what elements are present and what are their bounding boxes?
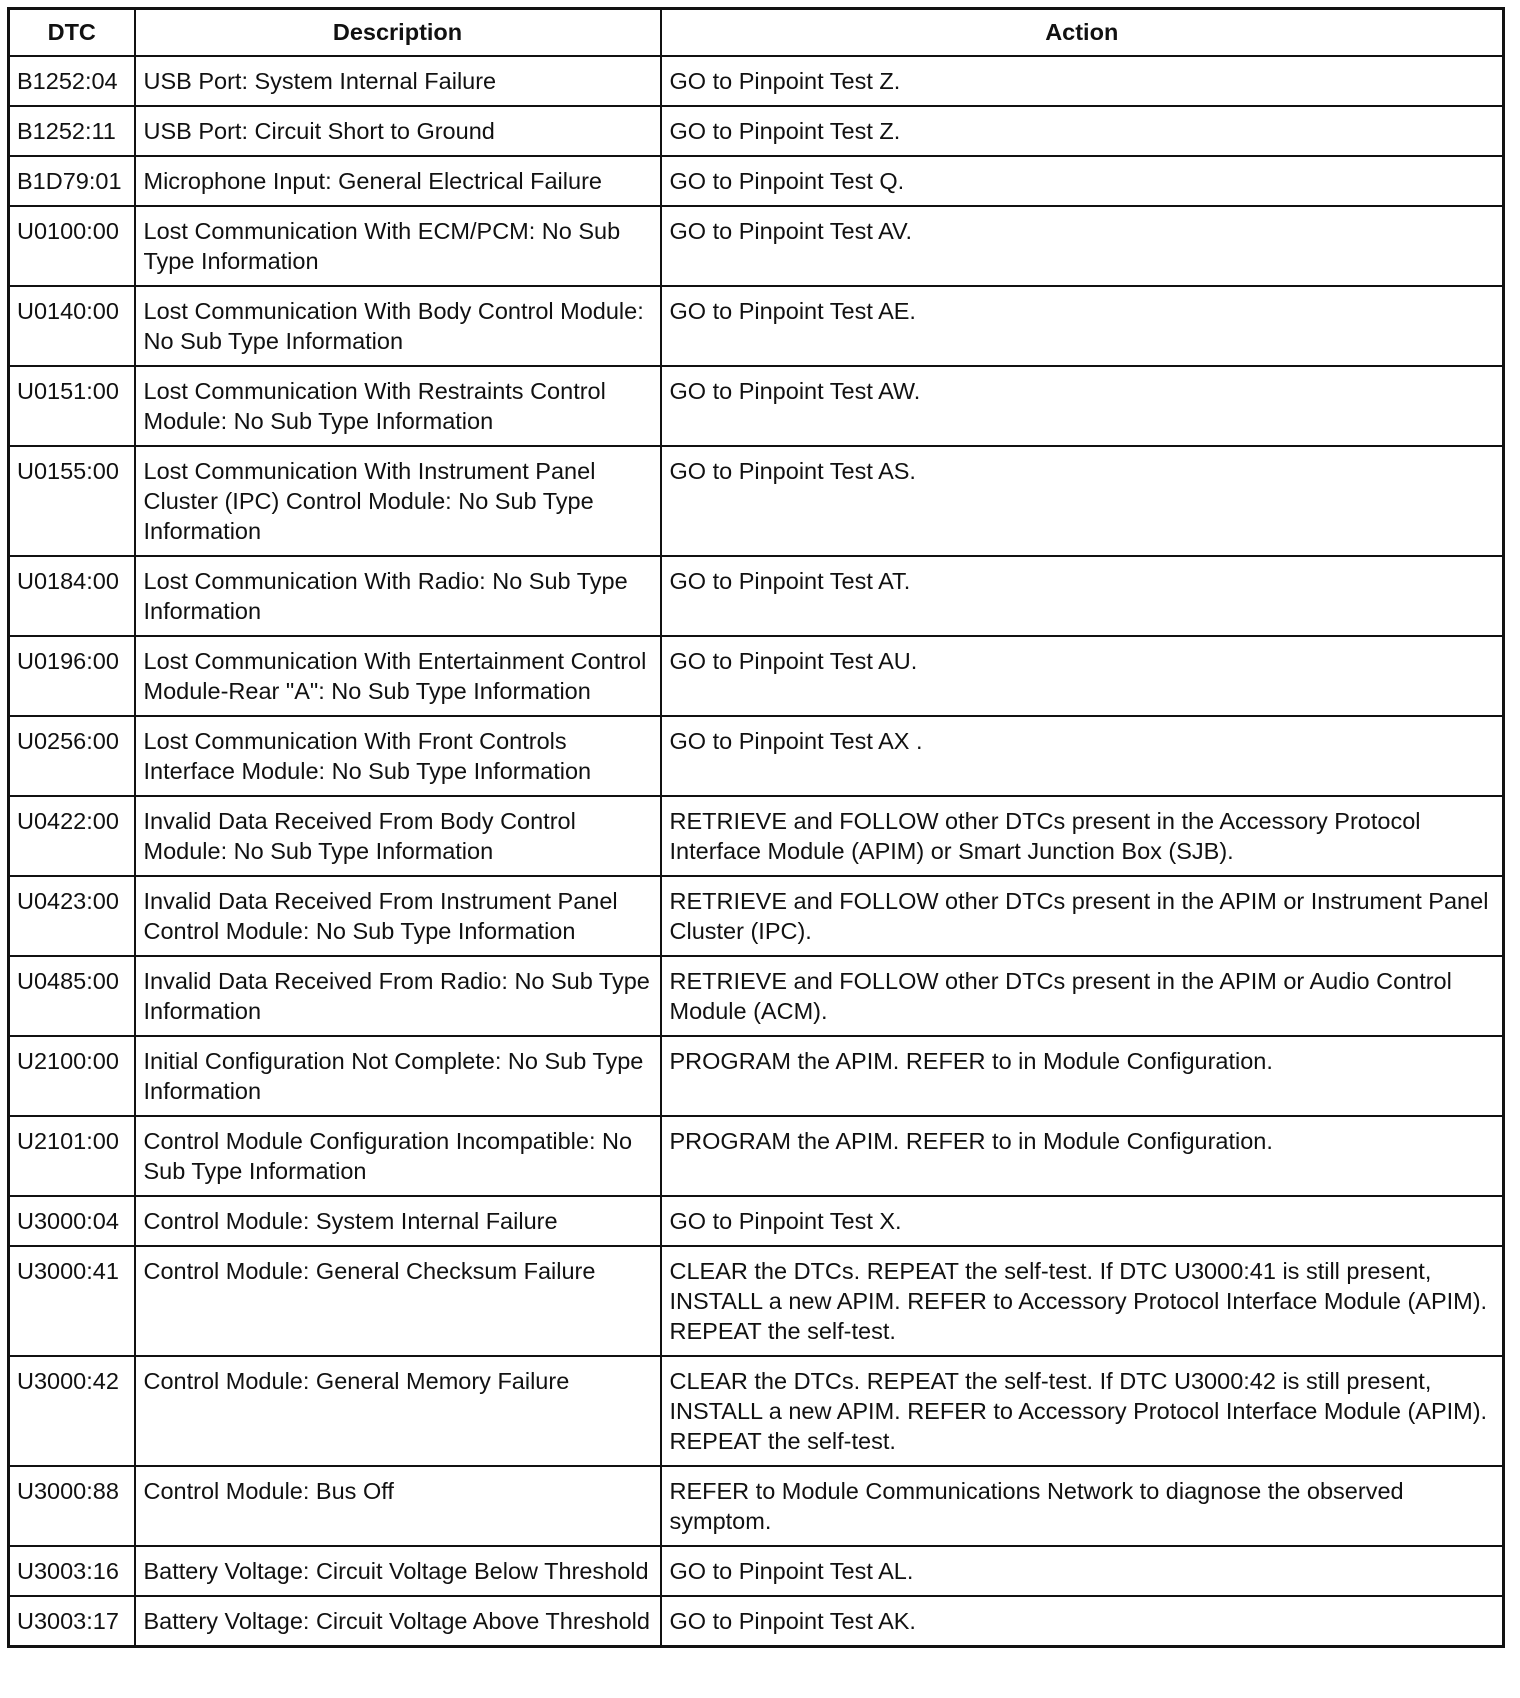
dtc-code-cell: U0184:00	[9, 556, 135, 636]
action-cell: RETRIEVE and FOLLOW other DTCs present in the APIM or Instrument Panel Cluster (IPC).	[661, 876, 1504, 956]
action-cell: GO to Pinpoint Test AV.	[661, 206, 1504, 286]
action-cell: CLEAR the DTCs. REPEAT the self-test. If DTC U3000:41 is still present, INSTALL a new APIM. REFER to Accessory Protocol Interface Module (APIM). REPEAT the self-test.	[661, 1246, 1504, 1356]
table-row	[9, 156, 1504, 206]
header-row	[9, 9, 1504, 57]
table-row	[9, 1246, 1504, 1356]
description-cell: Control Module: General Checksum Failure	[135, 1246, 661, 1356]
description-cell: Control Module Configuration Incompatible: No Sub Type Information	[135, 1116, 661, 1196]
table-row	[9, 1546, 1504, 1596]
description-cell: USB Port: System Internal Failure	[135, 56, 661, 106]
table-row	[9, 716, 1504, 796]
header-dtc: DTC	[9, 9, 135, 57]
dtc-code-cell: B1D79:01	[9, 156, 135, 206]
description-cell: Control Module: System Internal Failure	[135, 1196, 661, 1246]
table-row	[9, 556, 1504, 636]
action-cell: GO to Pinpoint Test AS.	[661, 446, 1504, 556]
dtc-code-cell: U0100:00	[9, 206, 135, 286]
description-cell: Initial Configuration Not Complete: No Sub Type Information	[135, 1036, 661, 1116]
table-row	[9, 1356, 1504, 1466]
description-cell: Invalid Data Received From Instrument Panel Control Module: No Sub Type Information	[135, 876, 661, 956]
description-cell: Lost Communication With Entertainment Control Module-Rear "A": No Sub Type Information	[135, 636, 661, 716]
table-row	[9, 1466, 1504, 1546]
description-cell: Control Module: General Memory Failure	[135, 1356, 661, 1466]
dtc-code-cell: U3000:42	[9, 1356, 135, 1466]
action-cell: PROGRAM the APIM. REFER to in Module Configuration.	[661, 1036, 1504, 1116]
description-cell: Battery Voltage: Circuit Voltage Below Threshold	[135, 1546, 661, 1596]
table-header	[9, 9, 1504, 57]
action-cell: GO to Pinpoint Test Z.	[661, 56, 1504, 106]
action-cell: RETRIEVE and FOLLOW other DTCs present in the Accessory Protocol Interface Module (APIM) or Smart Junction Box (SJB).	[661, 796, 1504, 876]
action-cell: GO to Pinpoint Test AW.	[661, 366, 1504, 446]
table-row	[9, 1596, 1504, 1647]
action-cell: GO to Pinpoint Test AT.	[661, 556, 1504, 636]
description-cell: Invalid Data Received From Body Control Module: No Sub Type Information	[135, 796, 661, 876]
dtc-table-container	[7, 7, 1502, 1648]
description-cell: Invalid Data Received From Radio: No Sub Type Information	[135, 956, 661, 1036]
table-row	[9, 636, 1504, 716]
action-cell: GO to Pinpoint Test AK.	[661, 1596, 1504, 1647]
table-row	[9, 796, 1504, 876]
action-cell: GO to Pinpoint Test AL.	[661, 1546, 1504, 1596]
action-cell: GO to Pinpoint Test X.	[661, 1196, 1504, 1246]
action-cell: REFER to Module Communications Network to diagnose the observed symptom.	[661, 1466, 1504, 1546]
description-cell: Lost Communication With Restraints Control Module: No Sub Type Information	[135, 366, 661, 446]
header-description: Description	[135, 9, 661, 57]
action-cell: GO to Pinpoint Test AX .	[661, 716, 1504, 796]
table-row	[9, 876, 1504, 956]
table-row	[9, 56, 1504, 106]
table-row	[9, 956, 1504, 1036]
dtc-code-cell: U3003:16	[9, 1546, 135, 1596]
description-cell: Battery Voltage: Circuit Voltage Above Threshold	[135, 1596, 661, 1647]
table-row	[9, 1116, 1504, 1196]
dtc-code-cell: B1252:11	[9, 106, 135, 156]
action-cell: GO to Pinpoint Test AU.	[661, 636, 1504, 716]
description-cell: Lost Communication With Radio: No Sub Type Information	[135, 556, 661, 636]
action-cell: PROGRAM the APIM. REFER to in Module Configuration.	[661, 1116, 1504, 1196]
dtc-code-cell: U0151:00	[9, 366, 135, 446]
dtc-code-cell: U0423:00	[9, 876, 135, 956]
dtc-code-cell: U0422:00	[9, 796, 135, 876]
dtc-code-cell: U3003:17	[9, 1596, 135, 1647]
table-row	[9, 286, 1504, 366]
description-cell: USB Port: Circuit Short to Ground	[135, 106, 661, 156]
table-row	[9, 1036, 1504, 1116]
table-row	[9, 106, 1504, 156]
dtc-code-cell: U0196:00	[9, 636, 135, 716]
table-row	[9, 1196, 1504, 1246]
description-cell: Microphone Input: General Electrical Failure	[135, 156, 661, 206]
action-cell: GO to Pinpoint Test Q.	[661, 156, 1504, 206]
dtc-code-cell: B1252:04	[9, 56, 135, 106]
action-cell: CLEAR the DTCs. REPEAT the self-test. If DTC U3000:42 is still present, INSTALL a new APIM. REFER to Accessory Protocol Interface Module (APIM). REPEAT the self-test.	[661, 1356, 1504, 1466]
dtc-code-cell: U2101:00	[9, 1116, 135, 1196]
dtc-code-cell: U0485:00	[9, 956, 135, 1036]
dtc-code-cell: U0256:00	[9, 716, 135, 796]
table-row	[9, 206, 1504, 286]
table-row	[9, 446, 1504, 556]
description-cell: Lost Communication With ECM/PCM: No Sub Type Information	[135, 206, 661, 286]
description-cell: Control Module: Bus Off	[135, 1466, 661, 1546]
dtc-code-cell: U3000:88	[9, 1466, 135, 1546]
dtc-code-cell: U0140:00	[9, 286, 135, 366]
action-cell: GO to Pinpoint Test AE.	[661, 286, 1504, 366]
dtc-code-cell: U3000:41	[9, 1246, 135, 1356]
action-cell: RETRIEVE and FOLLOW other DTCs present in the APIM or Audio Control Module (ACM).	[661, 956, 1504, 1036]
dtc-code-cell: U3000:04	[9, 1196, 135, 1246]
table-body	[9, 56, 1504, 1647]
table-row	[9, 366, 1504, 446]
description-cell: Lost Communication With Front Controls Interface Module: No Sub Type Information	[135, 716, 661, 796]
description-cell: Lost Communication With Body Control Module: No Sub Type Information	[135, 286, 661, 366]
dtc-table	[7, 7, 1505, 1648]
description-cell: Lost Communication With Instrument Panel Cluster (IPC) Control Module: No Sub Type Information	[135, 446, 661, 556]
action-cell: GO to Pinpoint Test Z.	[661, 106, 1504, 156]
dtc-code-cell: U2100:00	[9, 1036, 135, 1116]
header-action: Action	[661, 9, 1504, 57]
dtc-code-cell: U0155:00	[9, 446, 135, 556]
